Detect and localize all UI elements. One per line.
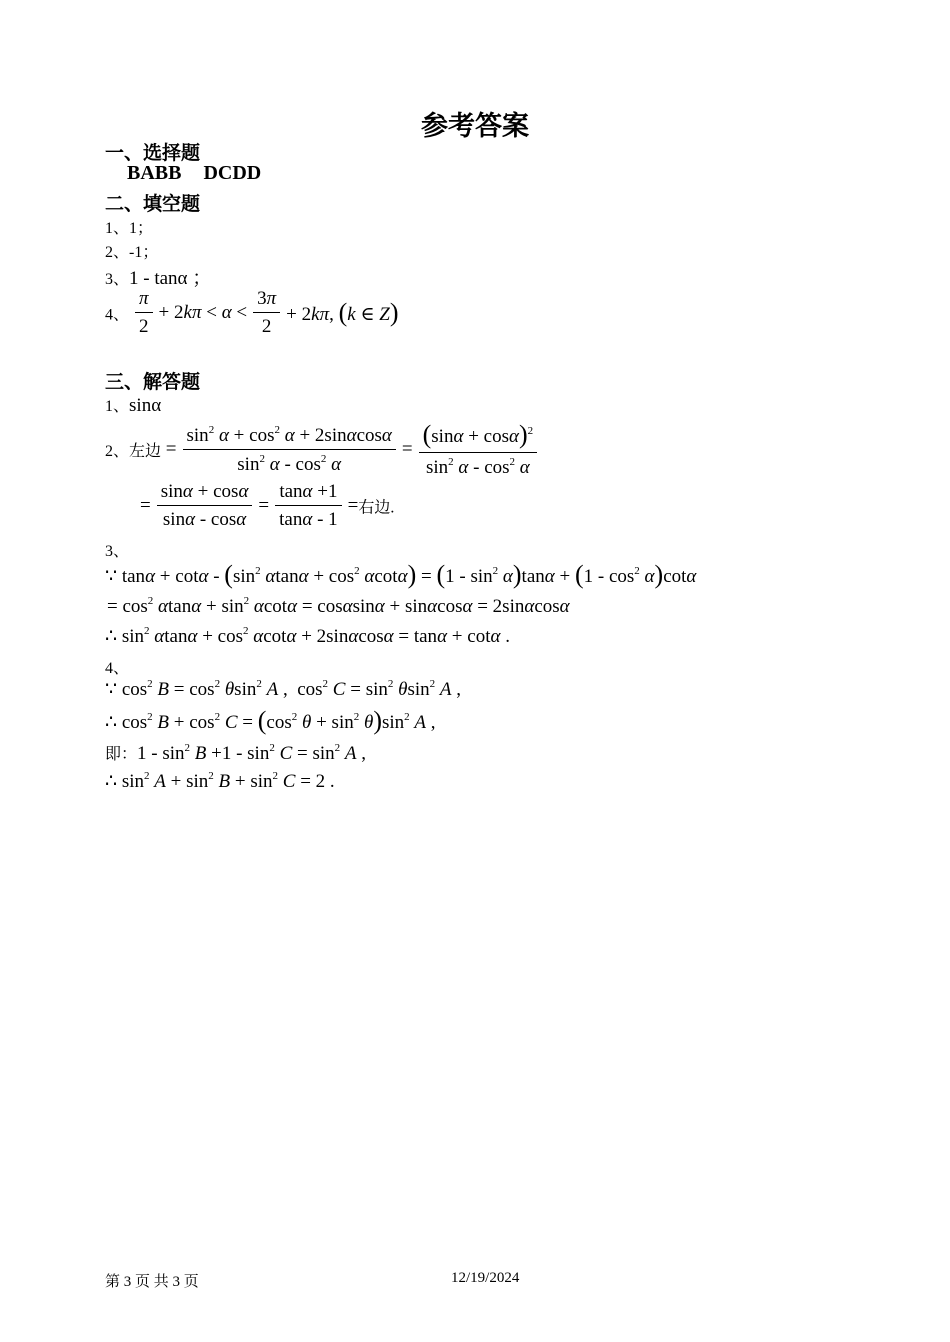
solve-2-fraction-2: $\frac{(\sin\alpha + \cos\alpha)^2}{\sin^2 \alpha - \cos^2 \alpha}$ — [419, 420, 538, 479]
solve-3-line-2: = $\cos^2 \alpha\tan\alpha + \sin^2 \alpha\cot\alpha = \cos\alpha\sin\alpha + \sin\alpha\cos\alpha = 2\sin\alpha\cos\alpha$ — [107, 595, 570, 617]
solve-2-fraction-3: $\frac{\sin\alpha + \cos\alpha}{\sin\alpha - \cos\alpha}$ — [157, 481, 253, 531]
footer-page-number: 第 3 页 共 3 页 — [105, 1274, 199, 1290]
solve-2-fraction-4: $\frac{\tan\alpha +1}{\tan\alpha - 1}$ — [275, 481, 342, 531]
fill-answer-2: 2、-1； — [105, 244, 159, 261]
solve-2-right-text: 右边. — [358, 499, 395, 517]
solve-1-expr: sinα — [129, 395, 162, 416]
footer-date: 12/19/2024 — [451, 1270, 520, 1286]
solve-4-line-1: ∵ $\cos^2 B = \cos^2 \theta\sin^2$ A , $\cos^2 C = \sin^2 \theta\sin^2$ A , — [105, 678, 462, 700]
solve-3-line-1: ∵ $\tan\alpha + \cot\alpha - (\sin^2$ $\alpha\tan\alpha + \cos^2 \alpha\cot\alpha) = (1 - \sin^2 \alpha)\tan\alpha + (1 - \cos^2 \alpha)\cot\alpha$ — [105, 560, 697, 589]
fill-answer-4: 4、 $\frac{\pi}{2}$ + 2kπ < α < $\frac{3\pi}{2}$ + 2kπ, (k ∈ Z) — [105, 288, 399, 337]
section-heading-solve: 三、解答题 — [105, 371, 201, 393]
solve-answer-2-line-1: 2、左边 = $\frac{\sin^2 \alpha + \cos^2 \alpha + 2\sin\alpha\cos\alpha}{\sin^2 \alpha - \cos^2 \alpha}$ = $\frac{(\sin\alpha + \cos\alpha)^2}{\sin^2 \alpha - \cos^2 \alpha}$ — [105, 420, 539, 479]
solve-2-left-text: 左边 — [129, 443, 162, 460]
solve-label-2: 2、 — [105, 443, 130, 460]
fill-answer-3-expr: 1 - tanα ； — [129, 268, 212, 289]
solve-2-fraction-1: $\frac{\sin^2 \alpha + \cos^2 \alpha + 2\sin\alpha\cos\alpha}{\sin^2 \alpha - \cos^2 \alpha}$ — [183, 424, 396, 476]
solve-label-1: 1、 — [105, 398, 130, 415]
fill-answer-3 — [105, 263, 211, 290]
solve-answer-2-line-2: = $\frac{\sin\alpha + \cos\alpha}{\sin\alpha - \cos\alpha}$ = $\frac{\tan\alpha +1}{\tan\alpha - 1}$ =右边. — [140, 481, 395, 530]
choice-answers — [127, 162, 261, 185]
fill-answer-1: 1、1； — [105, 220, 154, 237]
fraction-3pi-over-2: $\frac{3\pi}{2}$ — [253, 288, 280, 338]
fill-answer-3-label: 3、 — [105, 271, 130, 288]
section-heading-fill: 二、填空题 — [105, 193, 201, 215]
solve-label-3: 3、 — [105, 543, 130, 560]
solve-4-line-3: 即：$1 - \sin^2 B +1 - \sin^2 C = \sin^2 A$ , — [105, 742, 367, 764]
solve-3-line-3: ∴ $\sin^2 \alpha\tan\alpha + \cos^2 \alpha\cot\alpha + 2\sin\alpha\cos\alpha = \tan\alpha + \cot\alpha$ . — [105, 625, 510, 647]
solve-label-4: 4、 — [105, 660, 130, 677]
choice-answers-group-1: BABB — [127, 162, 182, 184]
section-heading-choice: 一、选择题 — [105, 142, 201, 164]
solve-answer-1 — [105, 393, 161, 417]
fraction-pi-over-2: $\frac{\pi}{2}$ — [135, 288, 153, 338]
page-title: 参考答案 — [421, 111, 529, 142]
solve-4-line-4: ∴ $\sin^2 A + \sin^2 B + \sin^2 C = 2$ . — [105, 770, 335, 792]
solve-4-line-2: ∴ $\cos^2 B + \cos^2 C = (\cos^2$ $\theta + \sin^2 \theta)\sin^2$ A , — [105, 706, 436, 735]
choice-answers-group-2: DCDD — [203, 162, 262, 184]
fill-answer-4-label: 4、 — [105, 306, 130, 324]
solve-4-ji-text: 即： — [105, 746, 138, 763]
